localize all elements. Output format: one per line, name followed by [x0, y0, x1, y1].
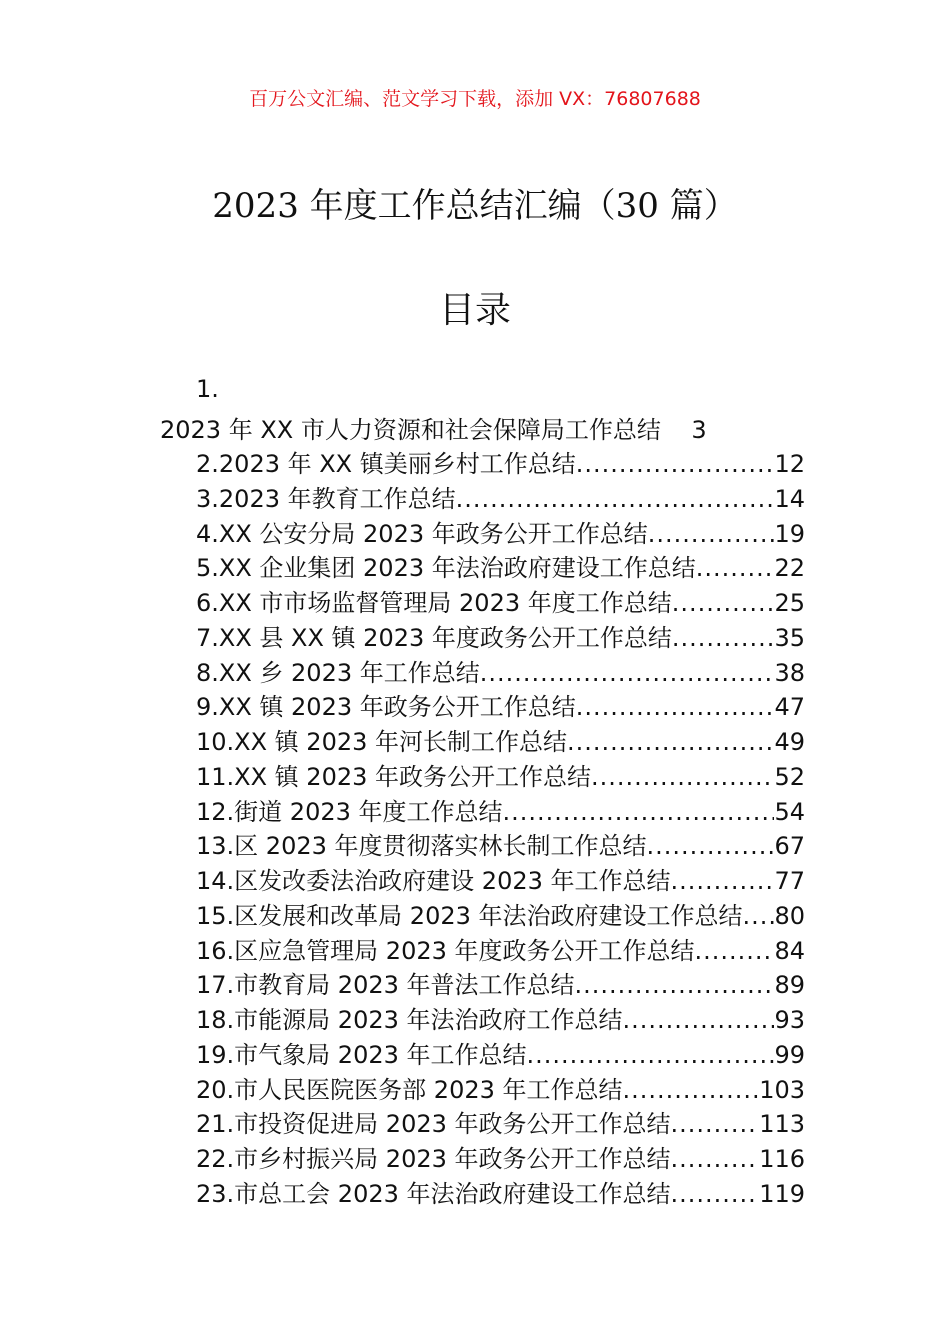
toc-item-page: 49	[774, 728, 805, 756]
dot-leader	[456, 485, 775, 513]
dot-leader	[671, 1110, 760, 1138]
document-title: 2023 年度工作总结汇编（30 篇）	[212, 186, 738, 226]
toc-item-title: 2023 年 XX 市人力资源和社会保障局工作总结	[160, 416, 661, 444]
dot-leader	[527, 1041, 775, 1069]
toc-item-title: 20.市人民医院医务部 2023 年工作总结	[196, 1075, 623, 1104]
dot-leader	[647, 832, 775, 860]
toc-item-page: 38	[774, 658, 805, 687]
toc-item-title: 18.市能源局 2023 年法治政府工作总结	[196, 1006, 623, 1034]
dot-leader	[671, 1145, 760, 1173]
table-of-contents	[196, 444, 805, 1209]
watermark-banner: 百万公文汇编、范文学习下载，添加 VX：76807688	[249, 88, 701, 110]
toc-item-page: 67	[774, 832, 805, 861]
toc-item-page: 52	[774, 762, 805, 791]
dot-leader	[623, 1006, 775, 1034]
dot-leader	[576, 450, 775, 478]
toc-item-page: 99	[774, 1040, 805, 1069]
toc-item[interactable]	[196, 896, 805, 931]
toc-item-page: 89	[774, 971, 805, 1000]
toc-item-page: 35	[774, 623, 805, 652]
toc-item-page: 19	[774, 519, 805, 548]
toc-item-page: 14	[774, 484, 805, 513]
dot-leader	[591, 763, 774, 791]
toc-item-title: 10.XX 镇 2023 年河长制工作总结	[196, 728, 568, 756]
toc-item-title: 22.市乡村振兴局 2023 年政务公开工作总结	[196, 1145, 671, 1173]
toc-item-page: 77	[774, 867, 805, 895]
dot-leader	[567, 728, 774, 756]
toc-item-title: 14.区发改委法治政府建设 2023 年工作总结	[196, 867, 671, 895]
toc-item-1[interactable]	[160, 410, 707, 445]
dot-leader	[672, 589, 775, 617]
toc-heading: 目录	[438, 290, 511, 331]
toc-item[interactable]	[196, 618, 805, 653]
toc-item-title: 13.区 2023 年度贯彻落实林长制工作总结	[196, 832, 647, 861]
toc-item[interactable]	[196, 965, 805, 1000]
toc-item-page: 116	[759, 1145, 805, 1173]
toc-item[interactable]	[196, 931, 805, 966]
toc-item[interactable]	[196, 479, 805, 514]
toc-item-title: 17.市教育局 2023 年普法工作总结	[196, 971, 575, 1000]
toc-item-page: 113	[759, 1110, 805, 1139]
toc-item-title: 16.区应急管理局 2023 年度政务公开工作总结	[196, 936, 695, 965]
dot-leader	[671, 867, 775, 895]
toc-item[interactable]	[196, 792, 805, 827]
toc-item[interactable]	[196, 548, 805, 583]
toc-item[interactable]	[196, 583, 805, 618]
dot-leader	[696, 554, 775, 582]
toc-item-page: 3	[691, 416, 707, 444]
toc-item-title: 12.街道 2023 年度工作总结	[196, 797, 503, 826]
toc-item-page: 80	[774, 901, 805, 930]
toc-item[interactable]	[196, 1174, 805, 1209]
toc-item-title: 4.XX 公安分局 2023 年政务公开工作总结	[196, 519, 648, 548]
toc-item-title: 5.XX 企业集团 2023 年法治政府建设工作总结	[196, 554, 696, 583]
toc-item-title: 3.2023 年教育工作总结	[196, 484, 456, 513]
toc-item-title: 6.XX 市市场监督管理局 2023 年度工作总结	[196, 589, 672, 617]
dot-leader	[623, 1076, 760, 1104]
toc-item[interactable]	[196, 1139, 805, 1174]
toc-item-title: 23.市总工会 2023 年法治政府建设工作总结	[196, 1179, 671, 1208]
toc-item-title: 19.市气象局 2023 年工作总结	[196, 1040, 527, 1069]
toc-item[interactable]	[196, 722, 805, 757]
dot-leader	[743, 902, 775, 930]
toc-item[interactable]	[196, 1000, 805, 1035]
toc-item-title: 11.XX 镇 2023 年政务公开工作总结	[196, 762, 592, 791]
toc-item[interactable]	[196, 1104, 805, 1139]
toc-item[interactable]	[196, 444, 805, 479]
dot-leader	[576, 693, 775, 721]
toc-item-page: 54	[774, 797, 805, 826]
toc-item[interactable]	[196, 687, 805, 722]
toc-item-page: 12	[774, 450, 805, 478]
toc-item-title: 15.区发展和改革局 2023 年法治政府建设工作总结	[196, 901, 743, 930]
dot-leader	[695, 937, 775, 965]
toc-item-1-number[interactable]: 1.	[196, 375, 219, 403]
dot-leader	[672, 624, 775, 652]
toc-item[interactable]	[196, 653, 805, 688]
toc-item-page: 47	[774, 693, 805, 722]
dot-leader	[648, 520, 775, 548]
toc-item[interactable]	[196, 826, 805, 861]
toc-item[interactable]	[196, 757, 805, 792]
toc-item-page: 103	[759, 1075, 805, 1104]
dot-leader	[575, 971, 775, 999]
toc-item-title: 2.2023 年 XX 镇美丽乡村工作总结	[196, 450, 576, 478]
toc-item[interactable]	[196, 514, 805, 549]
toc-item-page: 22	[774, 554, 805, 583]
toc-item[interactable]	[196, 861, 805, 896]
dot-leader	[671, 1180, 760, 1208]
toc-item-title: 9.XX 镇 2023 年政务公开工作总结	[196, 693, 576, 722]
toc-item-title: 21.市投资促进局 2023 年政务公开工作总结	[196, 1110, 671, 1139]
dot-leader	[480, 659, 775, 687]
toc-item[interactable]	[196, 1070, 805, 1105]
toc-item-page: 25	[774, 589, 805, 617]
toc-item[interactable]	[196, 1035, 805, 1070]
toc-item-page: 93	[774, 1006, 805, 1034]
toc-item-page: 84	[774, 936, 805, 965]
dot-leader	[503, 798, 775, 826]
toc-item-title: 8.XX 乡 2023 年工作总结	[196, 658, 480, 687]
toc-item-page: 119	[759, 1179, 805, 1208]
toc-item-title: 7.XX 县 XX 镇 2023 年度政务公开工作总结	[196, 623, 672, 652]
